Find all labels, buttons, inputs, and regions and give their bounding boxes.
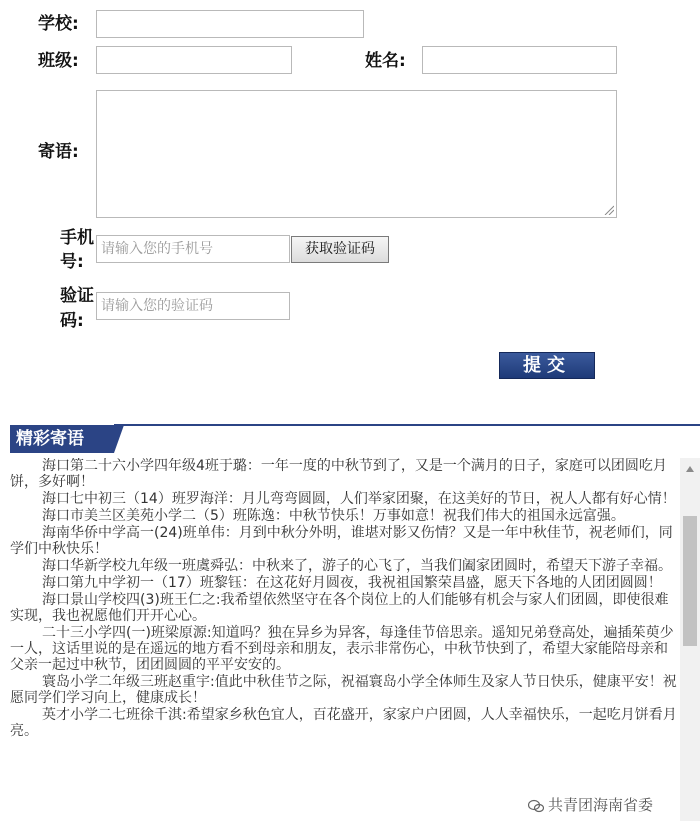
submit-button[interactable]: 提交 [499, 352, 595, 379]
message-item: 海口华新学校九年级一班虞舜弘：中秋来了，游子的心飞了，当我们阖家团圆时，希望天下游子幸福。 [42, 558, 672, 574]
messages-scrollbar[interactable] [680, 458, 700, 821]
resize-grip-icon[interactable] [604, 205, 614, 215]
message-textarea[interactable] [96, 90, 617, 218]
school-label: 学校: [38, 14, 79, 34]
phone-input[interactable]: 请输入您的手机号 [96, 235, 290, 263]
message-item: 海口市美兰区美苑小学二（5）班陈逸：中秋节快乐！万事如意！祝我们伟大的祖国永远富强。 [42, 508, 625, 524]
scrollbar-thumb[interactable] [683, 516, 697, 646]
scroll-up-icon[interactable] [686, 466, 694, 472]
class-input[interactable] [96, 46, 292, 74]
phone-label-line1: 手机 [60, 228, 94, 248]
message-item: 英才小学二七班徐千淇:希望家乡秋色宜人，百花盛开，家家户户团圆，人人幸福快乐，一起吃月饼看月亮。 [10, 707, 677, 739]
school-input[interactable] [96, 10, 364, 38]
message-label: 寄语: [38, 142, 79, 162]
name-input[interactable] [422, 46, 617, 74]
class-label: 班级: [38, 51, 79, 71]
message-item: 海口第九中学初一（17）班黎钰：在这花好月圆夜，我祝祖国繁荣昌盛，愿天下各地的人团团圆圆！ [42, 575, 662, 591]
message-item: 海口第二十六小学四年级4班于璐：一年一度的中秋节到了，又是一个满月的日子，家庭可以团圆吃月饼，多好啊！ [10, 458, 667, 490]
get-code-button[interactable]: 获取验证码 [291, 236, 389, 263]
message-item: 海口七中初三（14）班罗海洋：月儿弯弯圆圆，人们举家团聚，在这美好的节日，祝人人都有好心情！ [42, 491, 676, 507]
message-item: 寰岛小学二年级三班赵重宇:值此中秋佳节之际，祝福寰岛小学全体师生及家人节日快乐，健康平安！祝愿同学们学习向上，健康成长！ [10, 674, 677, 706]
name-label: 姓名: [365, 51, 406, 71]
messages-list [10, 458, 680, 821]
section-title: 精彩寄语 [16, 429, 84, 449]
watermark-text: 共青团海南省委 [548, 796, 654, 814]
message-item: 海口景山学校四(3)班王仁之:我希望依然坚守在各个岗位上的人们能够有机会与家人们团圆，即使很难实现，我也祝愿他们开开心心。 [10, 592, 669, 624]
watermark [528, 794, 653, 815]
code-input[interactable]: 请输入您的验证码 [96, 292, 290, 320]
code-label-line1: 验证 [60, 286, 94, 306]
message-item: 二十三小学四(一)班梁原源:知道吗？独在异乡为异客，每逢佳节倍思亲。遥知兄弟登高处，遍插茱萸少一人，这话里说的是在遥远的地方看不到母亲和朋友，表示非常伤心，中秋节快到了，希望大家能陪母亲和父亲一起过中秋节，团团圆圆的平平安安的。 [10, 625, 674, 673]
phone-label-line2: 号: [60, 252, 84, 272]
code-label-line2: 码: [60, 311, 84, 331]
message-item: 海南华侨中学高一(24)班单伟：月到中秋分外明，谁堪对影又伤情？又是一年中秋佳节，祝老师们，同学们中秋快乐！ [10, 525, 673, 557]
chat-bubble-icon [528, 799, 544, 813]
